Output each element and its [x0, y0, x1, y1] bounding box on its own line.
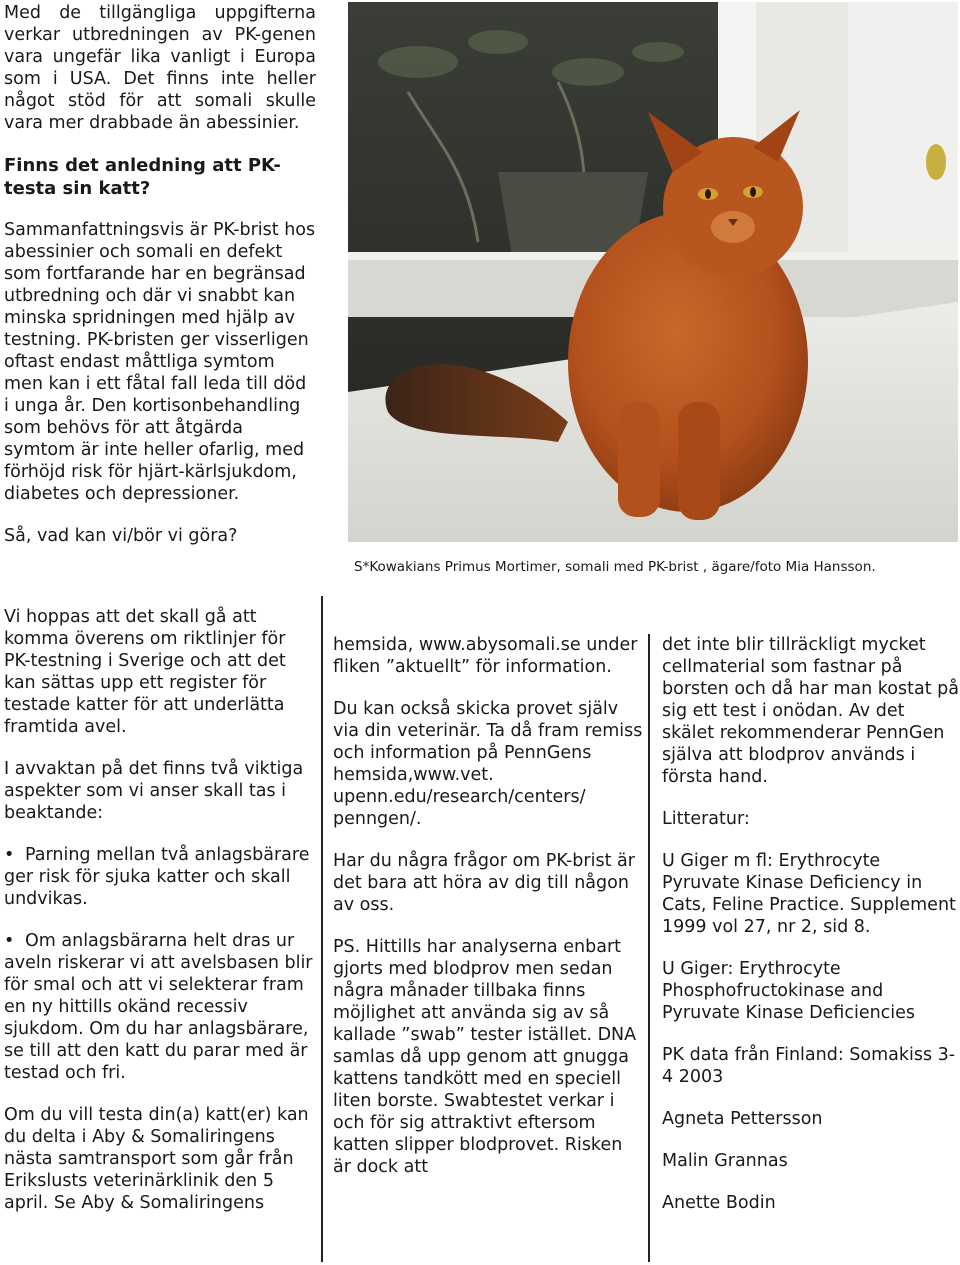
paragraph-cell-material: det inte blir tillräckligt mycket cellmaterial som fastnar på borsten och då har man kostat på sig ett test i onödan. Av det skälet rekommenderar PennGen själva att blodprov används i första hand.	[662, 635, 959, 787]
section-heading: Finns det anledning att PK-testa sin katt?	[4, 155, 281, 199]
paragraph-vet: Du kan också skicka provet själv via din veterinär. Ta då fram remiss och information på PennGens hemsida,www.vet. upenn.edu/research/centers/ penngen/.	[333, 699, 643, 829]
cat-photo-illustration	[348, 2, 958, 542]
column-left-bottom	[4, 606, 316, 1234]
paragraph-website: hemsida, www.abysomali.se under fliken ”aktuellt” för information.	[333, 635, 638, 677]
bullet-text: Om anlagsbärarna helt dras ur aveln riskerar vi att avelsbasen blir för smal och att vi selekterar fram en ny hittills okänd recessiv sjukdom. Om du har anlagsbärare, se till att den katt du parar med är testad och fri.	[4, 931, 313, 1083]
column-divider	[321, 596, 323, 1262]
bullet-icon: •	[4, 845, 15, 865]
reference-item: U Giger m fl: Erythrocyte Pyruvate Kinase Deficiency in Cats, Feline Practice. Supplement 1999 vol 27, nr 2, sid 8.	[662, 851, 956, 937]
column-right	[662, 634, 960, 1234]
author-name: Malin Grannas	[662, 1151, 788, 1171]
column-left-top	[4, 2, 316, 567]
photo-caption: S*Kowakians Primus Mortimer, somali med PK-brist , ägare/foto Mia Hansson.	[354, 559, 876, 575]
intro-paragraph: Med de tillgängliga uppgifterna verkar utbredningen av PK-genen vara ungefär lika vanligt i Europa som i USA. Det finns inte heller något stöd för att somali skulle vara mer drabbade än abessinier.	[4, 3, 316, 133]
reference-item: PK data från Finland: Somakiss 3-4 2003	[662, 1045, 956, 1087]
question-heading: Så, vad kan vi/bör vi göra?	[4, 526, 238, 546]
summary-paragraph: Sammanfattningsvis är PK-brist hos abessinier och somali en defekt som fortfarande har en begränsad utbredning och där vi snabbt kan minska spridningen med hjälp av testning. PK-bristen ger visserligen oftast endast måttliga symtom men kan i ett fåtal fall leda till död i unga år. Den kortisonbehandling som behövs för att åtgärda symtom är inte heller ofarlig, med förhöjd risk för hjärt-kärlsjukdom, diabetes och depressioner.	[4, 220, 316, 504]
paragraph-ps: PS. Hittills har analyserna enbart gjorts med blodprov men sedan några månader tillbaka finns möjlighet att använda sig av så kallade ”swab” tester istället. DNA samlas då upp genom att gnugga kattens tandkött med en speciell liten borste. Swabtestet verkar i och för sig attraktivt eftersom katten slipper blodprovet. Risken är dock att	[333, 937, 637, 1177]
paragraph-guidelines: Vi hoppas att det skall gå att komma överens om riktlinjer för PK-testning i Sverige och att det kan sättas upp ett register för testade katter för att underlätta framtida avel.	[4, 607, 286, 737]
cat-photo	[348, 2, 958, 542]
bullet-item	[4, 930, 316, 1084]
literature-heading: Litteratur:	[662, 809, 750, 829]
bullet-icon: •	[4, 931, 15, 951]
author-name: Agneta Pettersson	[662, 1109, 823, 1129]
bullet-text: Parning mellan två anlagsbärare ger risk för sjuka katter och skall undvikas.	[4, 845, 310, 909]
paragraph-questions: Har du några frågor om PK-brist är det bara att höra av dig till någon av oss.	[333, 851, 635, 915]
paragraph-aspects: I avvaktan på det finns två viktiga aspekter som vi anser skall tas i beaktande:	[4, 759, 304, 823]
reference-item: U Giger: Erythrocyte Phosphofructokinase and Pyruvate Kinase Deficiencies	[662, 959, 916, 1023]
bullet-item	[4, 844, 316, 910]
column-middle	[333, 634, 643, 1198]
paragraph-test-info: Om du vill testa din(a) katt(er) kan du delta i Aby & Somaliringens nästa samtransport som går från Erikslusts veterinärklinik den 5 april. Se Aby & Somaliringens	[4, 1105, 309, 1213]
column-divider	[648, 634, 650, 1262]
author-name: Anette Bodin	[662, 1193, 776, 1213]
